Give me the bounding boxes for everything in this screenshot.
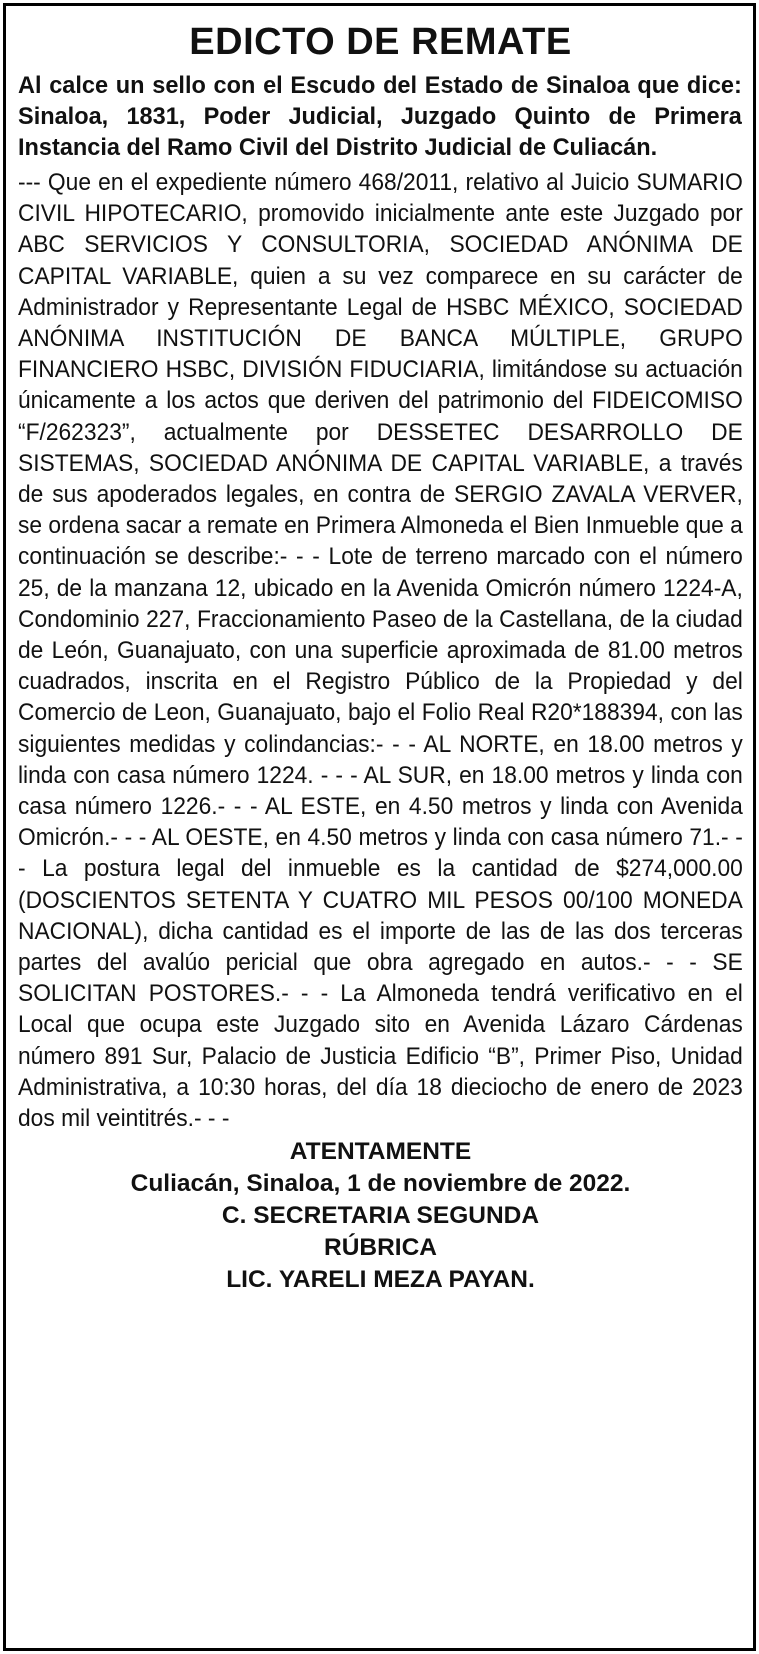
edicto-body: --- Que en el expediente número 468/2011, relativo al Juicio SUMARIO CIVIL HIPOTECARIO, promovido inicialmente ante este Juzgado por ABC SERVICIOS Y CONSULTORIA, SOCIEDAD ANÓNIMA DE CAPITAL VARIABLE, quien a su vez comparece en su carácter de Administrador y Representante Legal de HSBC MÉXICO, SOCIEDAD ANÓNIMA INSTITUCIÓN DE BANCA MÚLTIPLE, GRUPO FINANCIERO HSBC, DIVISIÓN FIDUCIARIA, limitándose su actuación únicamente a los actos que deriven del patrimonio del FIDEICOMISO “F/262323”, actualmente por DESSETEC DESARROLLO DE SISTEMAS, SOCIEDAD ANÓNIMA DE CAPITAL VARIABLE, a través de sus apoderados legales, en contra de SERGIO ZAVALA VERVER, se ordena sacar a remate en Primera Almoneda el Bien Inmueble que a continuación se describe:- - - Lote de terreno marcado con el número 25, de la manzana 12, ubicado en la Avenida Omicrón número 1224-A, Condominio 227, Fraccionamiento Paseo de la Castellana, de la ciudad de León, Guanajuato, con una superficie aproximada de 81.00 metros cuadrados, inscrita en el Registro Público de la Propiedad y del Comercio de Leon, Guanajuato, bajo el Folio Real R20*188394, con las siguientes medidas y colindancias:- - - AL NORTE, en 18.00 metros y linda con casa número 1224. - - - AL SUR, en 18.00 metros y linda con casa número 1226.- - - AL ESTE, en 4.50 metros y linda con Avenida Omicrón.- - - AL OESTE, en 4.50 metros y linda con casa número 71.- - - La postura legal del inmueble es la cantidad de $274,000.00 (DOSCIENTOS SETENTA Y CUATRO MIL PESOS 00/100 MONEDA NACIONAL), dicha cantidad es el importe de las de las dos terceras partes del avalúo pericial que obra agregado en autos.- - - SE SOLICITAN POSTORES.- - - La Almoneda tendrá verificativo en el Local que ocupa este Juzgado sito en Avenida Lázaro Cárdenas número 891 Sur, Palacio de Justicia Edificio “B”, Primer Piso, Unidad Administrativa, a 10:30 horas, del día 18 dieciocho de enero de 2023 dos mil veintitrés.- - - bbox=[18, 169, 743, 1133]
edicto-title: EDICTO DE REMATE bbox=[189, 21, 572, 63]
signer-name: LIC. YARELI MEZA PAYAN. bbox=[226, 1266, 535, 1294]
closing-text: ATENTAMENTE bbox=[289, 1138, 472, 1166]
rubrica-text: RÚBRICA bbox=[324, 1234, 437, 1262]
edicto-content bbox=[18, 20, 743, 1296]
seal-description: Al calce un sello con el Escudo del Estado de Sinaloa que dice: Sinaloa, 1831, Poder Judicial, Juzgado Quinto de Primera Instancia del Ramo Civil del Distrito Judicial de Culiacán. bbox=[18, 72, 742, 161]
signature-block bbox=[18, 1136, 743, 1296]
place-date: Culiacán, Sinaloa, 1 de noviembre de 2022. bbox=[130, 1170, 631, 1198]
edicto-frame bbox=[3, 3, 756, 1651]
signer-role: C. SECRETARIA SEGUNDA bbox=[221, 1202, 540, 1230]
